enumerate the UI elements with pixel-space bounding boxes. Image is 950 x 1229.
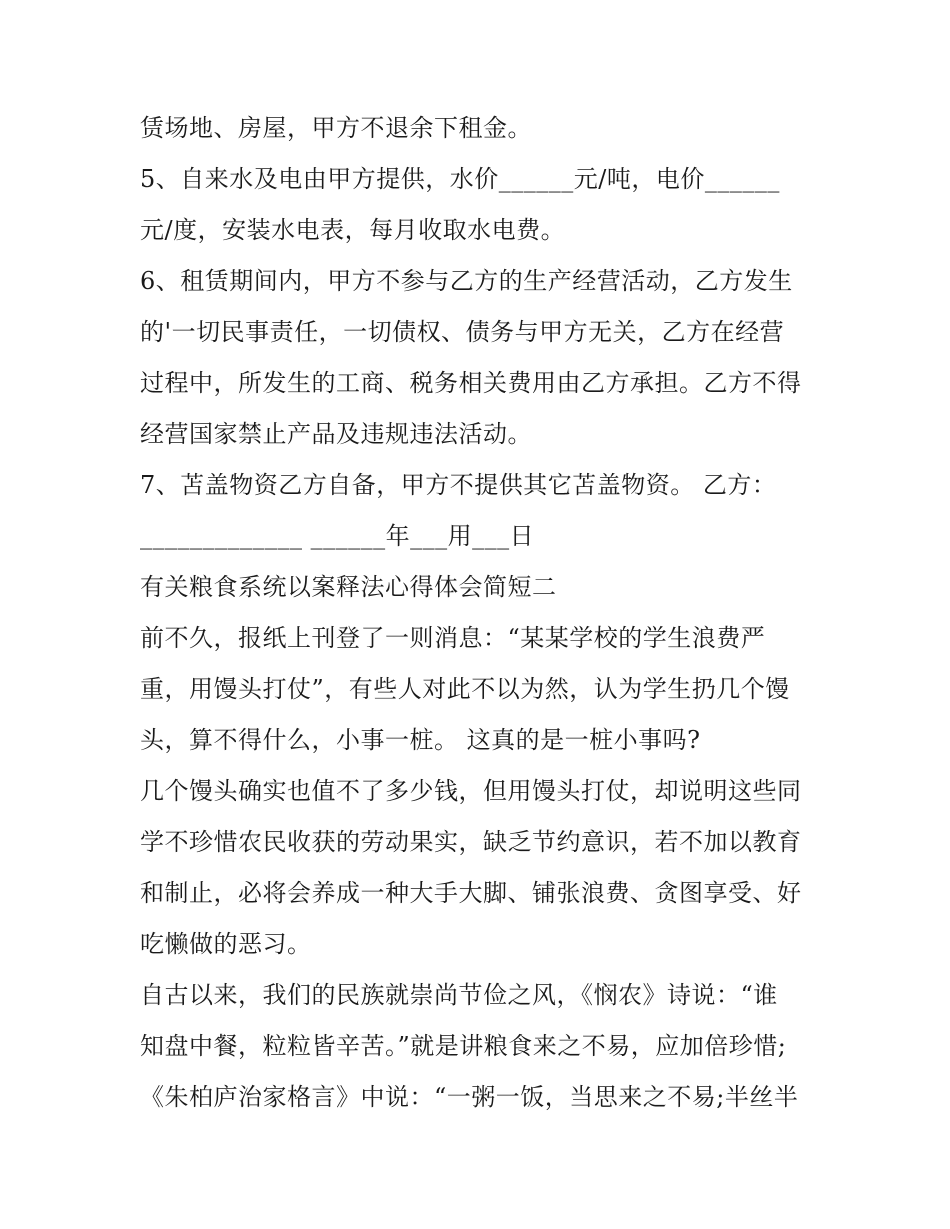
text-line: 和制止，必将会养成一种大手大脚、铺张浪费、贪图享受、好 — [140, 879, 802, 907]
text-line: 自古以来，我们的民族就崇尚节俭之风，《悯农》诗说：“谁 — [140, 981, 778, 1009]
text-line: 几个馒头确实也值不了多少钱，但用馒头打仗，却说明这些同 — [140, 777, 802, 805]
text-line: 重，用馒头打仗”，有些人对此不以为然，认为学生扔几个馒 — [140, 675, 790, 703]
text-line: 元/度，安装水电表，每月收取水电费。 — [140, 216, 566, 244]
text-line: 头，算不得什么，小事一桩。 这真的是一桩小事吗? — [140, 726, 701, 754]
text-line: 前不久，报纸上刊登了一则消息：“某某学校的学生浪费严 — [140, 624, 766, 652]
section-heading: 有关粮食系统以案释法心得体会简短二 — [140, 573, 557, 601]
signature-date-line: _____________ ______年___用___日 — [140, 522, 535, 550]
text-line: 5、自来水及电由甲方提供，水价______元/吨，电价______ — [140, 165, 780, 193]
text-line: 赁场地、房屋，甲方不退余下租金。 — [140, 114, 532, 142]
text-line: 过程中，所发生的工商、税务相关费用由乙方承担。乙方不得 — [140, 369, 802, 397]
text-line: 经营国家禁止产品及违规违法活动。 — [140, 420, 532, 448]
text-line: 吃懒做的恶习。 — [140, 930, 312, 958]
text-line: 知盘中餐，粒粒皆辛苦。”就是讲粮食来之不易，应加倍珍惜; — [140, 1032, 787, 1060]
text-line: 7、苫盖物资乙方自备，甲方不提供其它苫盖物资。 乙方： — [140, 471, 777, 499]
text-line: 《朱柏庐治家格言》中说：“一粥一饭，当思来之不易;半丝半 — [140, 1083, 799, 1111]
text-line: 的'一切民事责任，一切债权、债务与甲方无关，乙方在经营 — [140, 318, 785, 346]
text-line: 6、租赁期间内，甲方不参与乙方的生产经营活动，乙方发生 — [140, 267, 793, 295]
text-line: 学不珍惜农民收获的劳动果实，缺乏节约意识，若不加以教育 — [140, 828, 802, 856]
